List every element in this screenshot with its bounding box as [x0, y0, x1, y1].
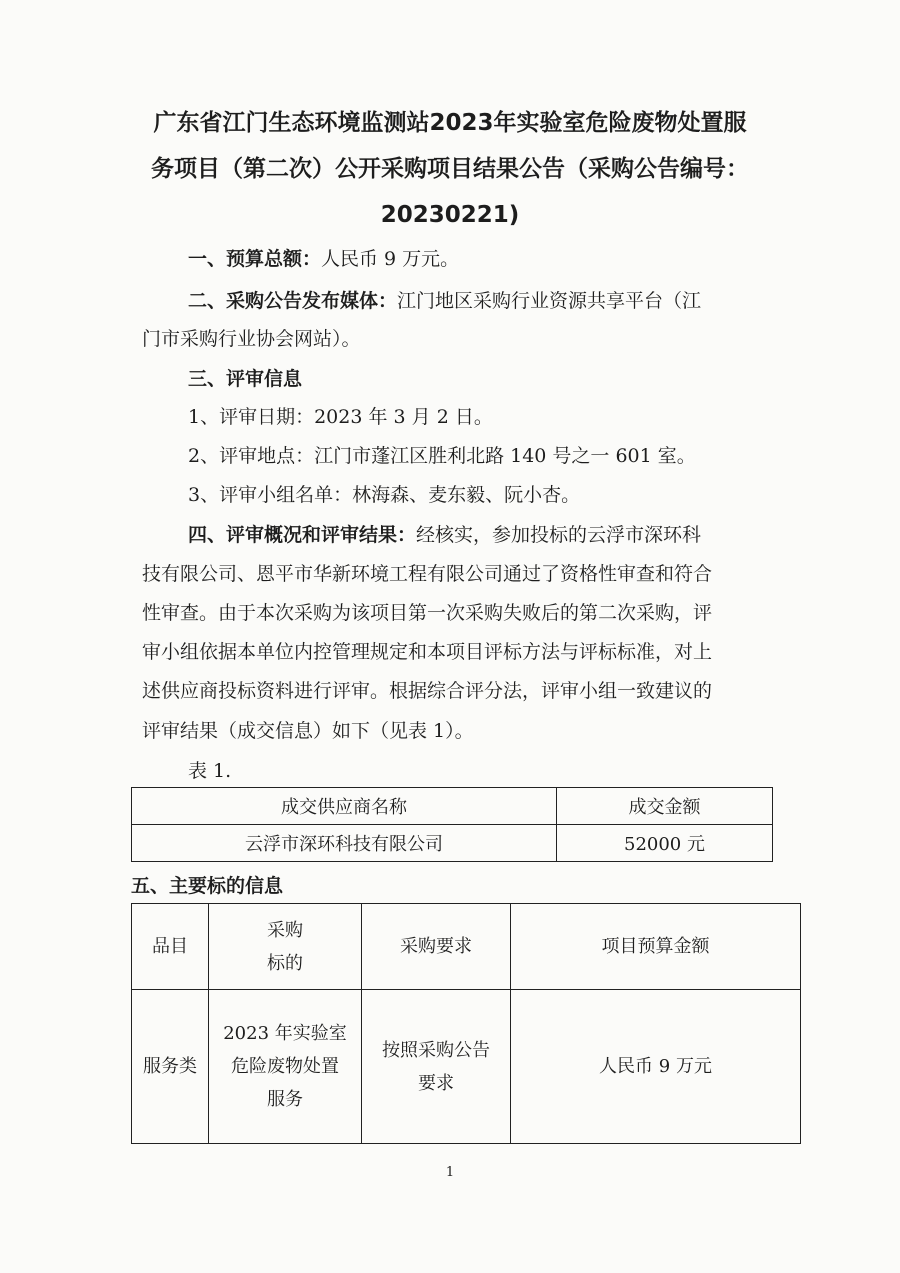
table-cell: [511, 990, 801, 1144]
table-header-cell: [209, 904, 362, 990]
table-row: [132, 788, 773, 825]
budget-label: 一、预算总额：: [188, 248, 322, 270]
title-line-3: 20230221): [380, 202, 520, 228]
table-header-text: 项目预算金额: [601, 936, 710, 957]
table-cell-text: 服务类: [143, 1056, 197, 1077]
result-text-1: 经核实，参加投标的云浮市深环科: [416, 524, 702, 546]
media-label: 二、采购公告发布媒体：: [188, 290, 398, 312]
table-header-text: 采购 标的: [267, 919, 303, 974]
media-paragraph-line-2: 门市采购行业协会网站）。: [142, 328, 361, 350]
table-cell: [209, 990, 362, 1144]
result-label: 四、评审概况和评审结果：: [188, 524, 417, 546]
title-line-2: 务项目（第二次）公开采购项目结果公告（采购公告编号：: [151, 156, 749, 182]
title-line-1: 广东省江门生态环境监测站2023年实验室危险废物处置服: [153, 110, 747, 136]
document-title: [110, 100, 790, 238]
review-heading: 三、评审信息: [188, 368, 303, 390]
table-cell: [132, 990, 209, 1144]
table-header-cell: [132, 904, 209, 990]
review-panel: 3、评审小组名单：林海森、麦东毅、阮小杏。: [188, 484, 581, 506]
review-date: 1、评审日期：2023 年 3 月 2 日。: [188, 406, 493, 428]
winning-supplier-table: [131, 787, 773, 862]
budget-value: 人民币 9 万元。: [321, 248, 460, 270]
table-cell: 52000 元: [557, 825, 773, 862]
table-row: [132, 825, 773, 862]
table-cell: [362, 990, 511, 1144]
table-cell: 云浮市深环科技有限公司: [132, 825, 557, 862]
table-header-cell: 成交金额: [557, 788, 773, 825]
table-row: [132, 990, 801, 1144]
table-header-cell: [362, 904, 511, 990]
result-paragraph-line-4: 审小组依据本单位内控管理规定和本项目评标方法与评标标准，对上: [142, 641, 713, 663]
review-place: 2、评审地点：江门市蓬江区胜利北路 140 号之一 601 室。: [188, 445, 696, 467]
media-paragraph-line-1: [142, 282, 828, 320]
table1-caption: 表 1.: [188, 760, 232, 782]
media-value-1: 江门地区采购行业资源共享平台（江: [397, 290, 702, 312]
table-cell-text: 按照采购公告 要求: [382, 1039, 490, 1094]
table-header-text: 采购要求: [400, 936, 472, 957]
result-paragraph-line-2: 技有限公司、恩平市华新环境工程有限公司通过了资格性审查和符合: [142, 563, 713, 585]
budget-paragraph: [142, 240, 828, 278]
result-paragraph-line-5: 述供应商投标资料进行评审。根据综合评分法，评审小组一致建议的: [142, 680, 713, 702]
result-paragraph-line-1: [142, 516, 828, 554]
table-cell-text: 2023 年实验室 危险废物处置 服务: [223, 1023, 347, 1110]
table-header-cell: [511, 904, 801, 990]
table-cell-text: 人民币 9 万元: [599, 1056, 712, 1077]
main-target-table: [131, 903, 801, 1144]
page-number: 1: [445, 1165, 455, 1180]
section5-heading: 五、主要标的信息: [131, 875, 284, 897]
result-paragraph-line-6: 评审结果（成交信息）如下（见表 1）。: [142, 720, 474, 742]
table-header-text: 品目: [152, 936, 188, 957]
table-header-cell: 成交供应商名称: [132, 788, 557, 825]
result-paragraph-line-3: 性审查。由于本次采购为该项目第一次采购失败后的第二次采购，评: [142, 602, 713, 624]
table-row: [132, 904, 801, 990]
